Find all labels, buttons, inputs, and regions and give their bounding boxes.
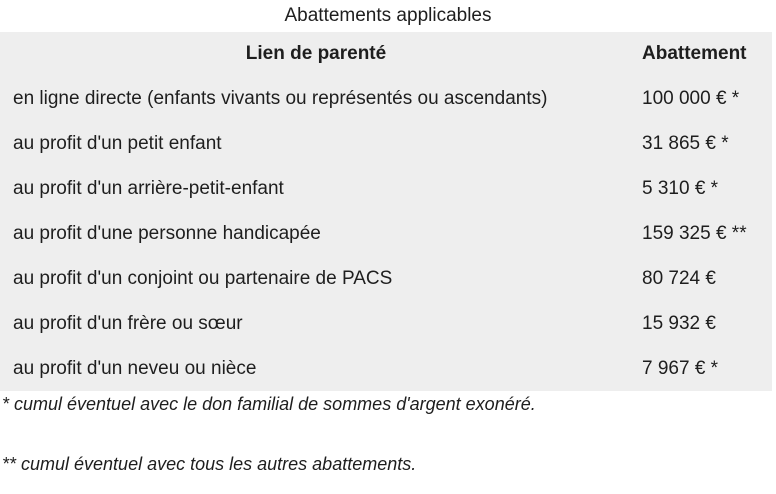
row-abattement: 100 000 € * bbox=[642, 87, 740, 109]
footnote-single-star: * cumul éventuel avec le don familial de sommes d'argent exonéré. bbox=[2, 394, 536, 414]
table-row bbox=[0, 121, 772, 166]
table-row bbox=[0, 256, 772, 301]
table-row bbox=[0, 301, 772, 346]
row-lien: en ligne directe (enfants vivants ou représentés ou ascendants) bbox=[13, 87, 548, 109]
row-lien: au profit d'une personne handicapée bbox=[13, 222, 321, 244]
table-caption: Abattements applicables bbox=[284, 5, 492, 26]
row-abattement: 80 724 € bbox=[642, 267, 716, 289]
row-abattement: 5 310 € * bbox=[642, 177, 719, 199]
row-abattement: 159 325 € ** bbox=[642, 222, 747, 244]
table-header-row bbox=[0, 32, 772, 76]
abattements-table bbox=[0, 32, 772, 391]
row-abattement: 15 932 € bbox=[642, 312, 716, 334]
header-lien-de-parente: Lien de parenté bbox=[245, 43, 387, 64]
table-row bbox=[0, 211, 772, 256]
row-lien: au profit d'un neveu ou nièce bbox=[13, 357, 257, 379]
footnote-double-star: ** cumul éventuel avec tous les autres abattements. bbox=[2, 454, 417, 474]
row-lien: au profit d'un conjoint ou partenaire de PACS bbox=[13, 267, 393, 289]
header-abattement: Abattement bbox=[642, 43, 747, 64]
table-row bbox=[0, 76, 772, 121]
row-lien: au profit d'un frère ou sœur bbox=[13, 312, 243, 334]
row-lien: au profit d'un arrière-petit-enfant bbox=[13, 177, 284, 199]
row-lien: au profit d'un petit enfant bbox=[13, 132, 222, 154]
table-row bbox=[0, 346, 772, 391]
table-row bbox=[0, 166, 772, 211]
row-abattement: 7 967 € * bbox=[642, 357, 719, 379]
row-abattement: 31 865 € * bbox=[642, 132, 729, 154]
